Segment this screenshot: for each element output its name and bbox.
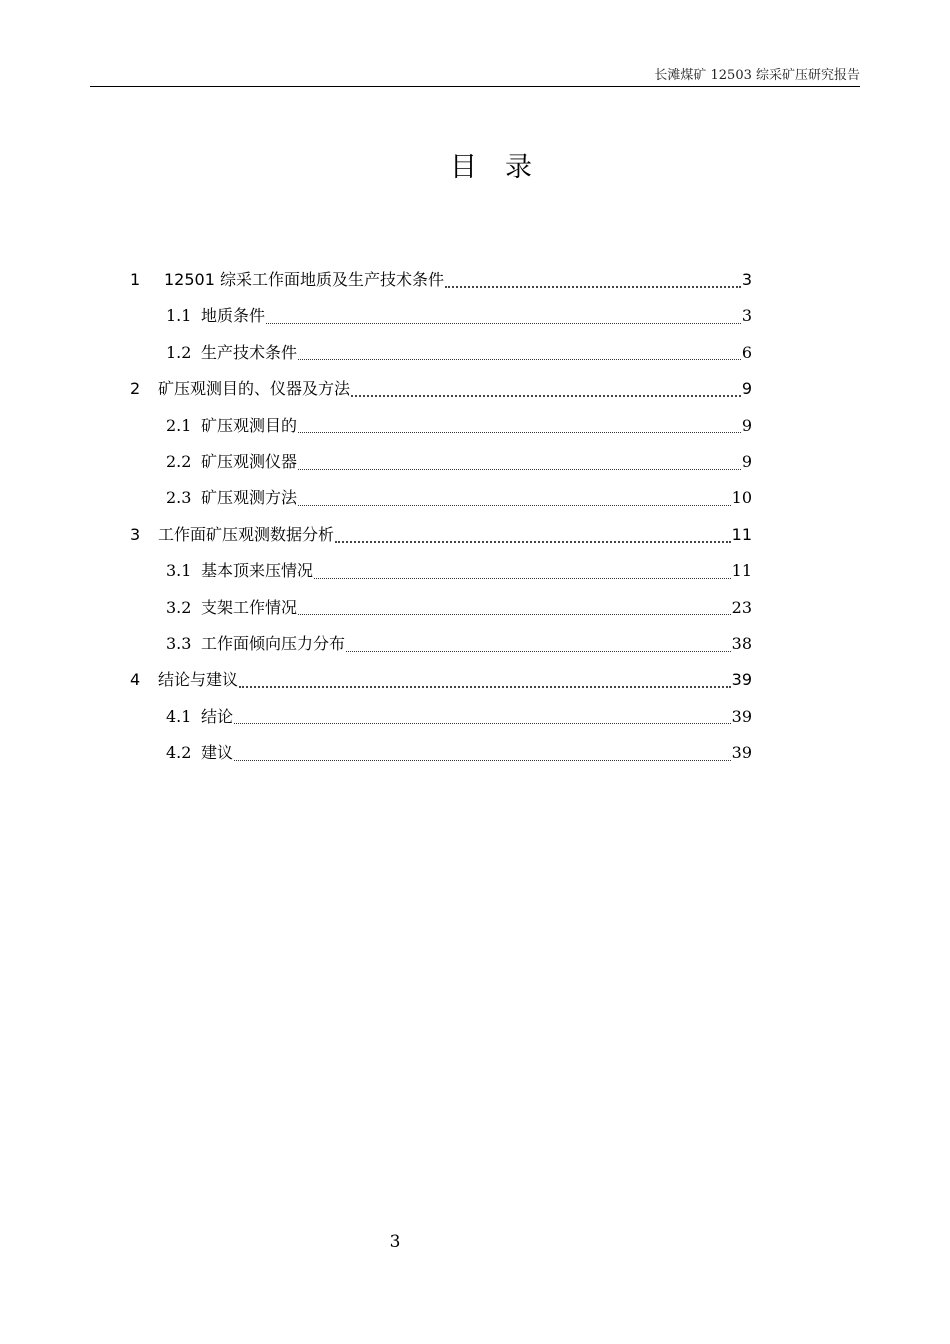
toc-dot-leader bbox=[346, 651, 731, 652]
toc-entry-number: 2.1 bbox=[166, 415, 192, 435]
toc-dot-leader bbox=[298, 432, 741, 433]
header-rule bbox=[90, 86, 860, 87]
toc-entry-page: 38 bbox=[731, 634, 752, 653]
toc-entry-number: 3.3 bbox=[166, 634, 192, 653]
toc-entry-page: 6 bbox=[741, 342, 752, 362]
toc-entry-page: 11 bbox=[731, 524, 752, 544]
toc-dot-leader bbox=[298, 469, 741, 470]
toc-entry-page: 9 bbox=[741, 415, 752, 435]
toc-entry-page: 3 bbox=[741, 306, 752, 326]
toc-entry[interactable] bbox=[166, 447, 752, 477]
toc-dot-leader bbox=[266, 323, 741, 324]
toc-dot-leader bbox=[445, 286, 741, 288]
toc-entry-number: 2 bbox=[130, 379, 141, 399]
toc-entry[interactable] bbox=[166, 301, 752, 331]
toc-entry[interactable] bbox=[130, 374, 752, 404]
toc-entry-number: 4.1 bbox=[166, 706, 192, 726]
toc-entry-page: 39 bbox=[731, 706, 752, 726]
toc-dot-leader bbox=[298, 359, 741, 360]
toc-entry-number: 3 bbox=[130, 524, 141, 544]
toc-dot-leader bbox=[298, 505, 731, 506]
toc-entry-number: 2.2 bbox=[166, 452, 192, 471]
page-number: 3 bbox=[389, 1232, 401, 1252]
toc-entry-label: 结论与建议 bbox=[158, 670, 239, 690]
toc-entry-label: 工作面倾向压力分布 bbox=[201, 634, 346, 653]
toc-entry-number: 1 bbox=[130, 270, 141, 289]
toc-entry-number: 1.1 bbox=[166, 306, 192, 326]
toc-dot-leader bbox=[234, 760, 731, 761]
toc-entry[interactable] bbox=[166, 483, 752, 513]
toc-entry-page: 9 bbox=[741, 379, 752, 399]
toc-entry-label: 支架工作情况 bbox=[201, 597, 298, 617]
toc-entry-number: 1.2 bbox=[166, 342, 192, 362]
toc-entry[interactable] bbox=[130, 265, 752, 295]
toc-entry[interactable] bbox=[166, 338, 752, 368]
toc-entry[interactable] bbox=[166, 702, 752, 732]
toc-dot-leader bbox=[351, 395, 741, 397]
toc-entry-number: 3.2 bbox=[166, 597, 192, 617]
toc-entry-number: 2.3 bbox=[166, 488, 192, 508]
toc-entry-number: 4.2 bbox=[166, 743, 192, 763]
toc-entry-label: 矿压观测目的、仪器及方法 bbox=[158, 379, 351, 399]
toc-dot-leader bbox=[314, 578, 731, 579]
toc-entry[interactable] bbox=[130, 665, 752, 695]
toc-entry-page: 23 bbox=[731, 597, 752, 617]
toc-entry-page: 39 bbox=[731, 670, 752, 690]
toc-entry-page: 11 bbox=[731, 561, 752, 581]
toc-dot-leader bbox=[239, 686, 731, 688]
toc-entry[interactable] bbox=[166, 629, 752, 659]
toc-entry-label: 地质条件 bbox=[201, 306, 266, 326]
toc-dot-leader bbox=[234, 723, 731, 724]
page-title: 目录 bbox=[450, 152, 560, 183]
toc-entry-label: 基本顶来压情况 bbox=[201, 561, 314, 581]
toc-entry-label: 生产技术条件 bbox=[201, 342, 298, 362]
toc-entry-label: 12501 综采工作面地质及生产技术条件 bbox=[164, 270, 444, 289]
toc-entry-page: 10 bbox=[731, 488, 752, 508]
running-header: 长滩煤矿 12503 综采矿压研究报告 bbox=[654, 68, 860, 83]
toc-entry-label: 矿压观测仪器 bbox=[201, 452, 298, 471]
toc-entry-page: 3 bbox=[741, 270, 752, 289]
toc-entry[interactable] bbox=[166, 556, 752, 586]
toc-entry-label: 矿压观测方法 bbox=[201, 488, 298, 508]
toc-dot-leader bbox=[335, 541, 731, 543]
toc-entry[interactable] bbox=[166, 738, 752, 768]
toc-entry-label: 结论 bbox=[201, 706, 234, 726]
toc-entry-page: 39 bbox=[731, 743, 752, 763]
toc-entry-label: 矿压观测目的 bbox=[201, 415, 298, 435]
toc-dot-leader bbox=[298, 614, 731, 615]
toc-entry-page: 9 bbox=[741, 452, 752, 471]
toc-entry[interactable] bbox=[166, 593, 752, 623]
toc-entry[interactable] bbox=[130, 520, 752, 550]
toc-entry[interactable] bbox=[166, 411, 752, 441]
toc-entry-number: 3.1 bbox=[166, 561, 192, 581]
toc-entry-label: 建议 bbox=[201, 743, 234, 763]
toc-entry-number: 4 bbox=[130, 670, 141, 690]
toc-entry-label: 工作面矿压观测数据分析 bbox=[158, 524, 335, 544]
